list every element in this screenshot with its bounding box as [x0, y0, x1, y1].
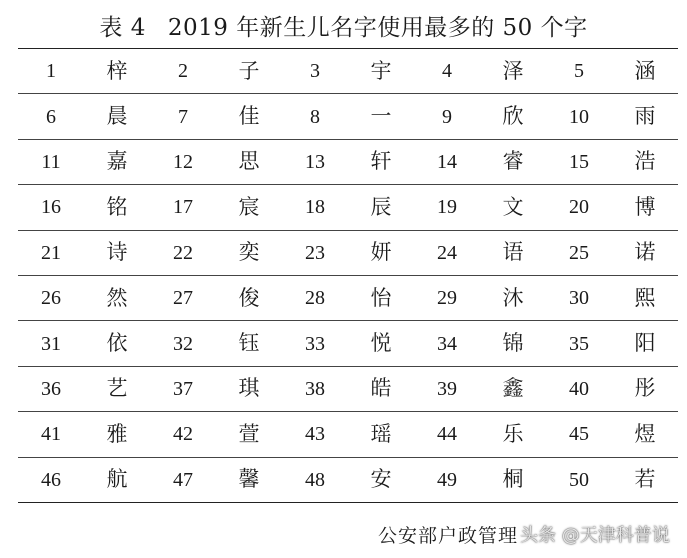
table-row [18, 49, 678, 94]
table-number-label: 表 4 [99, 15, 146, 41]
rank-number: 35 [569, 332, 589, 355]
rank-number: 29 [437, 287, 457, 310]
rank-number: 25 [569, 241, 589, 264]
name-character: 铭 [106, 194, 128, 219]
rank-number: 5 [574, 60, 584, 83]
name-character: 航 [106, 467, 128, 492]
name-character: 悦 [370, 331, 392, 356]
name-character: 安 [370, 467, 392, 492]
table-row [18, 185, 678, 230]
rank-number: 7 [178, 105, 188, 128]
name-character: 然 [106, 285, 128, 310]
name-character: 诺 [634, 240, 656, 265]
rank-number: 44 [437, 423, 457, 446]
name-character: 诗 [106, 240, 128, 265]
rank-number: 1 [46, 60, 56, 83]
rank-number: 24 [437, 241, 457, 264]
rank-number: 45 [569, 423, 589, 446]
name-character: 怡 [370, 285, 392, 310]
table-row [18, 276, 678, 321]
name-character: 浩 [634, 149, 656, 174]
name-character: 语 [502, 240, 524, 265]
rank-number: 6 [46, 105, 56, 128]
rank-number: 33 [305, 332, 325, 355]
name-character: 萱 [238, 421, 260, 446]
rank-number: 17 [173, 196, 193, 219]
rank-number: 32 [173, 332, 193, 355]
rank-number: 21 [41, 241, 61, 264]
name-character: 琪 [238, 376, 260, 401]
name-character: 彤 [634, 376, 656, 401]
rank-number: 38 [305, 377, 325, 400]
rank-number: 23 [305, 241, 325, 264]
rank-number: 14 [437, 150, 457, 173]
name-character: 一 [370, 104, 392, 129]
name-character: 睿 [502, 149, 524, 174]
name-character: 雅 [106, 421, 128, 446]
rank-number: 10 [569, 105, 589, 128]
rank-number: 15 [569, 150, 589, 173]
name-character: 涵 [634, 58, 656, 83]
name-character: 欣 [502, 104, 524, 129]
table-title [0, 9, 687, 42]
rank-number: 22 [173, 241, 193, 264]
name-character: 依 [106, 331, 128, 356]
name-character: 瑶 [370, 421, 392, 446]
name-character: 博 [634, 194, 656, 219]
name-character: 鑫 [502, 376, 524, 401]
name-character: 轩 [370, 149, 392, 174]
rank-number: 34 [437, 332, 457, 355]
rank-number: 31 [41, 332, 61, 355]
name-character: 乐 [502, 421, 524, 446]
name-character: 嘉 [106, 149, 128, 174]
rank-number: 9 [442, 105, 452, 128]
table-title-text: 2019 年新生儿名字使用最多的 50 个字 [167, 15, 588, 41]
name-character: 奕 [238, 240, 260, 265]
name-character: 文 [502, 194, 524, 219]
rank-number: 3 [310, 60, 320, 83]
table-row [18, 367, 678, 412]
name-character: 思 [238, 149, 260, 174]
rank-number: 13 [305, 150, 325, 173]
name-character: 艺 [106, 376, 128, 401]
rank-number: 8 [310, 105, 320, 128]
rank-number: 50 [569, 468, 589, 491]
name-character: 阳 [634, 331, 656, 356]
names-table [18, 48, 678, 503]
name-character: 子 [238, 58, 260, 83]
table-row [18, 458, 678, 503]
name-character: 俊 [238, 285, 260, 310]
rank-number: 28 [305, 287, 325, 310]
rank-number: 36 [41, 377, 61, 400]
name-character: 沐 [502, 285, 524, 310]
rank-number: 16 [41, 196, 61, 219]
name-character: 桐 [502, 467, 524, 492]
rank-number: 20 [569, 196, 589, 219]
rank-number: 42 [173, 423, 193, 446]
name-character: 晨 [106, 104, 128, 129]
name-character: 熙 [634, 285, 656, 310]
rank-number: 19 [437, 196, 457, 219]
watermark: 头条 @天津科普说 [520, 525, 670, 546]
rank-number: 2 [178, 60, 188, 83]
table-row [18, 412, 678, 457]
rank-number: 37 [173, 377, 193, 400]
name-character: 妍 [370, 240, 392, 265]
rank-number: 26 [41, 287, 61, 310]
name-character: 若 [634, 467, 656, 492]
rank-number: 4 [442, 60, 452, 83]
name-character: 锦 [502, 331, 524, 356]
rank-number: 43 [305, 423, 325, 446]
table-row [18, 321, 678, 366]
name-character: 宇 [370, 58, 392, 83]
rank-number: 41 [41, 423, 61, 446]
rank-number: 27 [173, 287, 193, 310]
rank-number: 18 [305, 196, 325, 219]
source-note: 公安部户政管理 [378, 525, 519, 547]
name-character: 煜 [634, 421, 656, 446]
name-character: 皓 [370, 376, 392, 401]
name-character: 雨 [634, 104, 656, 129]
rank-number: 39 [437, 377, 457, 400]
name-character: 佳 [238, 104, 260, 129]
table-row [18, 140, 678, 185]
rank-number: 12 [173, 150, 193, 173]
rank-number: 49 [437, 468, 457, 491]
name-character: 馨 [238, 467, 260, 492]
table-row [18, 231, 678, 276]
name-character: 钰 [238, 331, 260, 356]
name-character: 宸 [238, 194, 260, 219]
rank-number: 40 [569, 377, 589, 400]
rank-number: 46 [41, 468, 61, 491]
rank-number: 30 [569, 287, 589, 310]
name-character: 梓 [106, 58, 128, 83]
name-character: 辰 [370, 194, 392, 219]
rank-number: 47 [173, 468, 193, 491]
rank-number: 11 [41, 150, 61, 173]
rank-number: 48 [305, 468, 325, 491]
name-character: 泽 [502, 58, 524, 83]
table-row [18, 94, 678, 139]
